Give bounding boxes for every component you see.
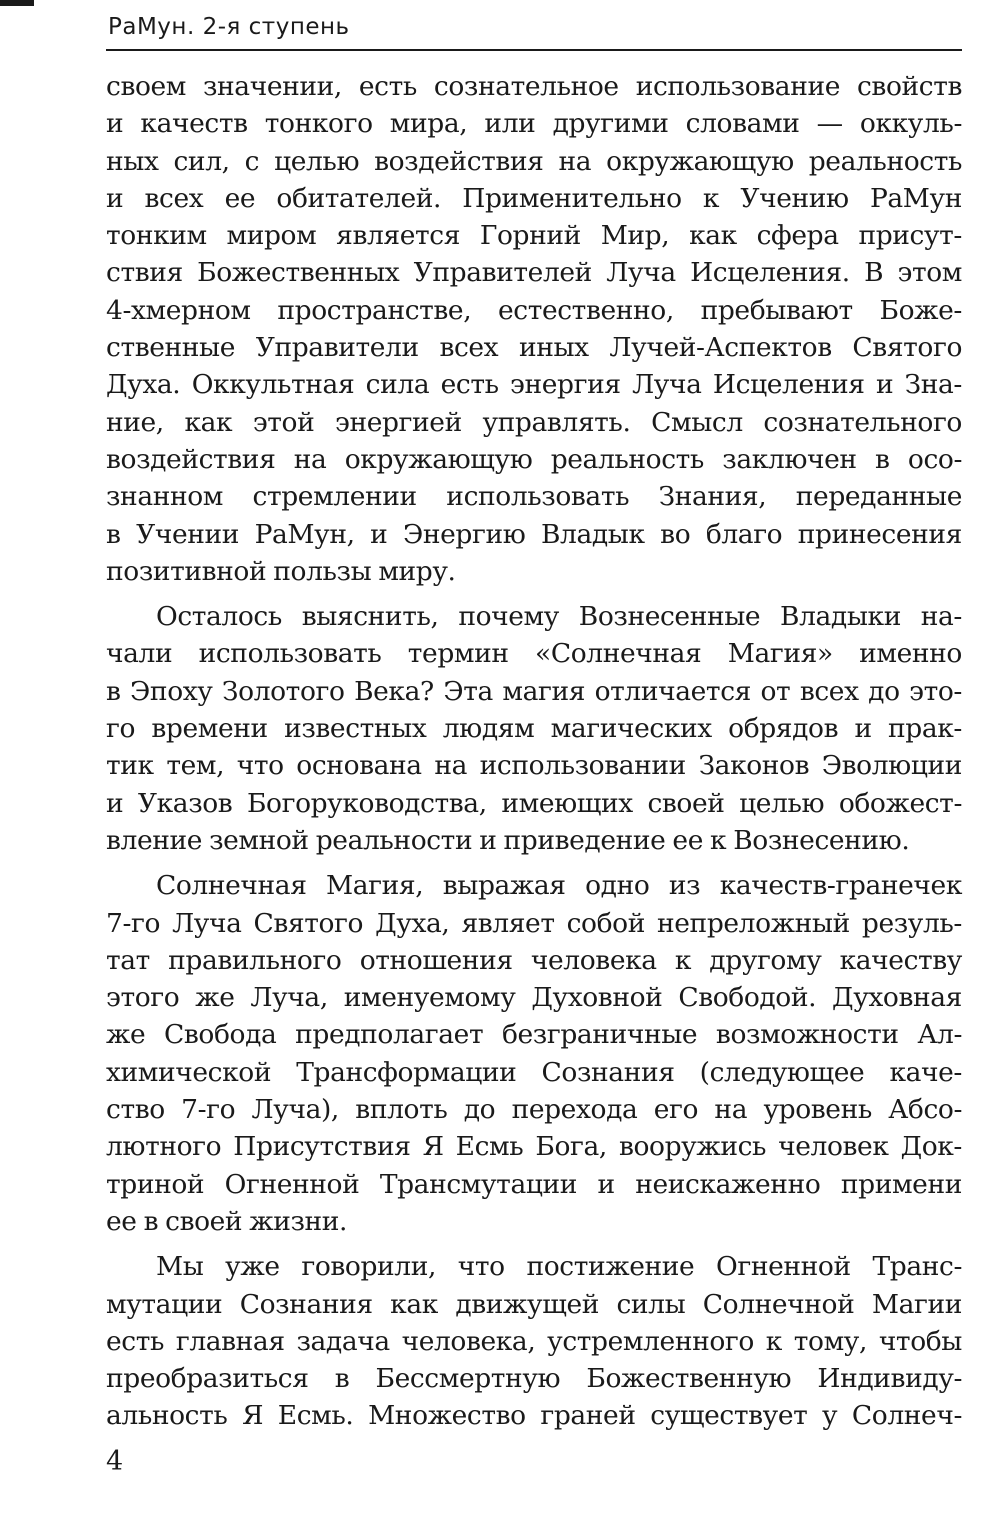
- text-line: есть главная задача человека, устремленного к тому, чтобы: [106, 1325, 962, 1357]
- text-line: тик тем, что основана на использовании Законов Эволюции: [106, 750, 962, 782]
- text-line: в Эпоху Золотого Века? Эта магия отличается от всех до это-: [106, 675, 962, 707]
- text-line: тат правильного отношения человека к другому качеству: [106, 944, 962, 976]
- text-line: в Учении РаМун, и Энергию Владык во благо принесения: [106, 518, 962, 550]
- text-line: ных сил, с целью воздействия на окружающую реальность: [106, 145, 962, 177]
- text-line: воздействия на окружающую реальность заключен в осо-: [106, 443, 962, 475]
- text-line: химической Трансформации Сознания (следующее каче-: [106, 1056, 962, 1088]
- paragraph-gap: [106, 1240, 962, 1248]
- corner-mark: [0, 0, 34, 6]
- text-line: ее в своей жизни.: [106, 1205, 348, 1237]
- text-line: Духа. Оккультная сила есть энергия Луча Исцеления и Зна-: [106, 369, 962, 401]
- text-line: 7-го Луча Святого Духа, являет собой непреложный резуль-: [106, 907, 962, 939]
- text-line: альность Я Есмь. Множество граней существует у Солнеч-: [106, 1400, 962, 1432]
- text-line: лютного Присутствия Я Есмь Бога, вооружись человек Док-: [106, 1131, 962, 1163]
- text-line: триной Огненной Трансмутации и неискаженно примени: [106, 1168, 962, 1200]
- text-line: и всех ее обитателей. Применительно к Учению РаМун: [106, 182, 962, 214]
- text-line: тонким миром является Горний Мир, как сфера присут-: [106, 220, 962, 252]
- text-line: Осталось выяснить, почему Вознесенные Владыки на-: [156, 601, 962, 633]
- text-line: ство 7-го Луча), вплоть до перехода его на уровень Абсо-: [106, 1094, 962, 1126]
- text-line: этого же Луча, именуемому Духовной Свободой. Духовная: [106, 982, 962, 1014]
- text-line: мутации Сознания как движущей силы Солнечной Магии: [106, 1288, 962, 1320]
- page-number: 4: [106, 1446, 124, 1477]
- text-line: го времени известных людям магических обрядов и прак-: [106, 713, 962, 745]
- paragraph-gap: [106, 859, 962, 867]
- body-text: [106, 68, 962, 1435]
- text-line: и качеств тонкого мира, или другими словами — оккуль-: [106, 108, 962, 140]
- text-line: 4-хмерном пространстве, естественно, пребывают Боже-: [106, 294, 962, 326]
- paragraph-gap: [106, 590, 962, 598]
- header-rule: [106, 49, 962, 51]
- text-line: же Свобода предполагает безграничные возможности Ал-: [106, 1019, 962, 1051]
- text-line: ственные Управители всех иных Лучей-Аспектов Святого: [106, 332, 962, 364]
- paragraph: [106, 598, 962, 859]
- text-line: своем значении, есть сознательное использование свойств: [106, 71, 962, 102]
- text-line: ние, как этой энергией управлять. Смысл сознательного: [106, 406, 962, 438]
- text-line: ствия Божественных Управителей Луча Исцеления. В этом: [106, 257, 962, 289]
- text-line: чали использовать термин «Солнечная Магия» именно: [106, 638, 962, 670]
- text-line: Солнечная Магия, выражая одно из качеств-гранечек: [156, 870, 962, 902]
- paragraph: [106, 68, 962, 590]
- text-line: позитивной пользы миру.: [106, 555, 456, 587]
- text-line: и Указов Богоруководства, имеющих своей целью обожест-: [106, 787, 962, 819]
- running-header: РаМун. 2-я ступень: [108, 14, 350, 40]
- text-line: вление земной реальности и приведение ее к Вознесению.: [106, 824, 910, 856]
- text-line: знанном стремлении использовать Знания, переданные: [106, 481, 962, 513]
- text-line: преобразиться в Бессмертную Божественную Индивиду-: [106, 1363, 962, 1395]
- paragraph: [106, 1248, 962, 1434]
- paragraph: [106, 867, 962, 1240]
- text-line: Мы уже говорили, что постижение Огненной Транс-: [156, 1251, 962, 1283]
